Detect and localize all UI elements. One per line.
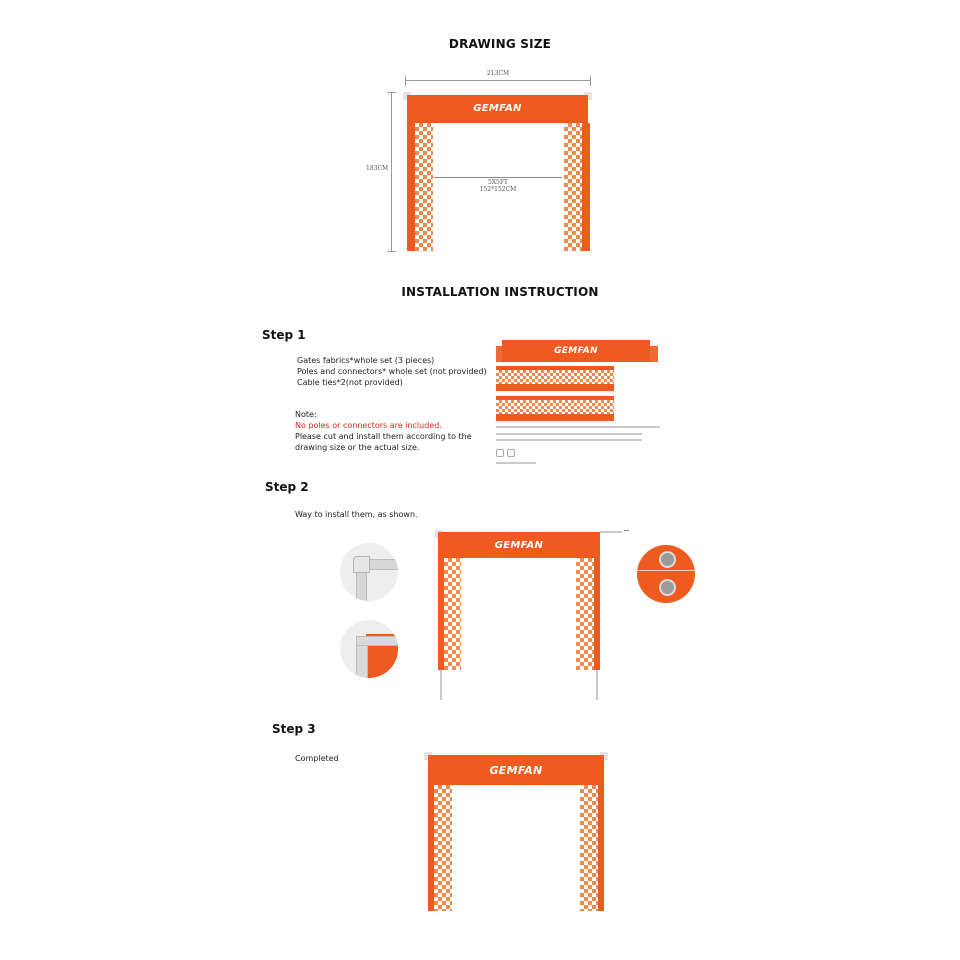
step1-title: Step 1 [262,328,306,342]
inner-label-ft: 5X5FT [487,179,509,186]
height-label: 183CM [366,165,389,172]
pole [496,439,642,441]
height-dimension-tick-bottom [387,251,396,252]
banner-piece [502,340,650,362]
left-checker-strip [415,123,433,251]
strip-piece-2-edge-bottom [496,414,614,421]
width-dimension-tick-left [405,76,406,86]
drawing-size-title: DRAWING SIZE [448,37,552,51]
note-warning: No poles or connectors are included. [295,421,442,430]
height-dimension-line [391,92,392,252]
drawing-diagram [360,70,620,260]
corner-connector-zoom [340,543,398,601]
installation-title: INSTALLATION INSTRUCTION [401,285,599,299]
pole-right-leg [596,670,598,700]
step3-gate [420,748,615,918]
pole-vertical [356,642,368,678]
right-checker-strip [576,558,594,670]
corner-fabric-zoom [340,620,398,678]
fabric-seam [637,570,695,571]
width-label: 213CM [486,70,510,77]
pole-left-leg [440,670,442,700]
step1-items [297,355,487,388]
cable-tie [496,462,536,464]
right-checker-strip [564,123,582,251]
strip-piece-2 [496,400,614,414]
pole-insert [600,531,622,533]
width-dimension-line [405,80,591,81]
step2-gate [430,528,635,703]
step2-description: Way to install them, as shown. [295,510,418,519]
gemfan-logo: GEMFAN [489,764,543,777]
connector-icon [496,449,504,457]
grommet-icon [659,551,676,568]
inner-dimension-line [434,177,562,178]
banner-flap-right [650,346,658,362]
step3-description: Completed [295,754,339,763]
banner-flap-left [496,346,504,362]
left-orange-strip [407,123,415,251]
right-orange-strip [594,558,600,670]
pole [496,433,642,435]
pole-horizontal [356,636,398,646]
note-label: Note: [295,410,317,419]
top-banner [428,755,604,785]
step1-item: Cable ties*2(not provided) [297,378,403,387]
pole [496,426,660,428]
step3-title: Step 3 [272,722,316,736]
gemfan-logo: GEMFAN [473,103,522,114]
top-banner [407,95,588,123]
step1-item: Poles and connectors* whole set (not provided) [297,367,487,376]
strip-piece-1-edge-bottom [496,384,614,391]
height-dimension-tick-top [387,92,396,93]
elbow-connector [353,556,370,573]
step1-item: Gates fabrics*whole set (3 pieces) [297,356,435,365]
note-line: Please cut and install them according to the [295,432,472,441]
right-orange-strip [598,785,604,911]
step1-parts-illustration [494,340,664,470]
step2-title: Step 2 [265,480,309,494]
grommet-zoom [637,545,695,603]
left-checker-strip [434,785,452,911]
left-checker-strip [444,558,461,670]
gemfan-logo: GEMFAN [494,540,544,551]
gemfan-logo: GEMFAN [554,346,598,356]
inner-label-cm: 152*152CM [479,186,517,193]
step1-note [295,409,472,453]
top-banner [438,532,600,558]
grommet-icon [659,579,676,596]
strip-piece-1 [496,370,614,384]
connector-icon [507,449,515,457]
right-checker-strip [580,785,598,911]
note-line: drawing size or the actual size. [295,443,420,452]
width-dimension-tick-right [590,76,591,86]
arrow-icon [624,530,629,531]
right-orange-strip [582,123,590,251]
